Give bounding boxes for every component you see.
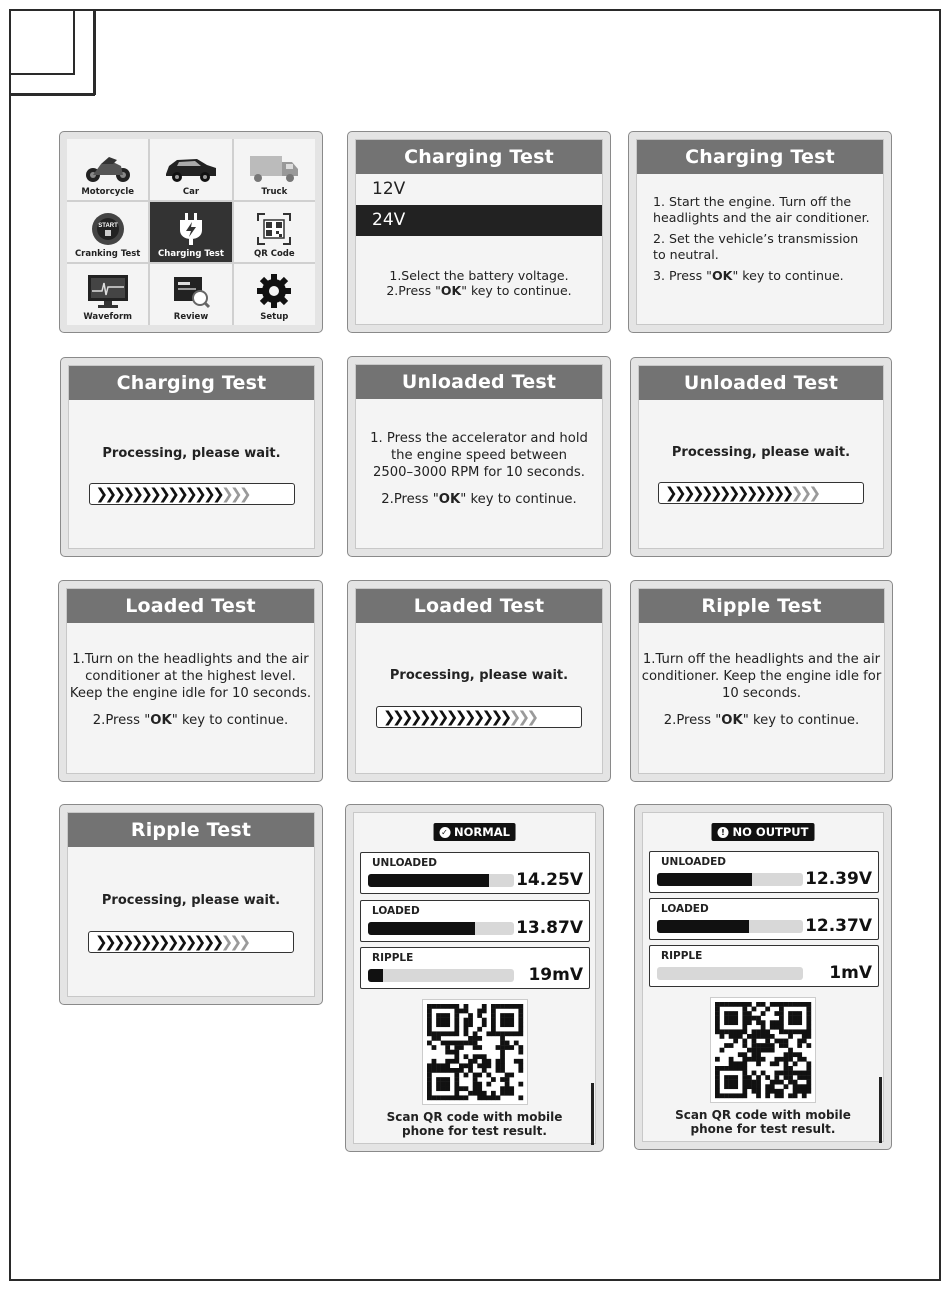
scrollbar[interactable] — [591, 1083, 594, 1145]
instruction-step: 1. Start the engine. Turn off the headlights and the air conditioner. — [653, 194, 870, 225]
menu-item-qr-code[interactable] — [234, 202, 315, 263]
processing-text: Processing, please wait. — [102, 446, 281, 461]
meter-track — [368, 874, 514, 887]
screen-title: Ripple Test — [639, 589, 884, 623]
option-12v[interactable]: 12V — [372, 179, 406, 199]
menu-item-label: Waveform — [83, 312, 133, 322]
instruction-line: conditioner at the highest level. — [85, 669, 296, 684]
screen-title: Ripple Test — [68, 813, 314, 847]
menu-item-label: Setup — [260, 312, 289, 322]
result-normal-screen — [345, 804, 604, 1152]
instruction-text — [356, 268, 602, 298]
processing-text: Processing, please wait. — [389, 668, 569, 683]
qr-code-icon — [423, 1000, 527, 1104]
instruction-line: 2.Press "OK" key to continue. — [663, 713, 860, 728]
status-text: NORMAL — [454, 825, 510, 839]
screen-title: Loaded Test — [356, 589, 602, 623]
scan-instruction — [643, 1108, 883, 1136]
menu-item-waveform[interactable] — [67, 264, 148, 325]
menu-item-label: QR Code — [253, 249, 295, 260]
instruction-line: 1. Press the accelerator and hold — [370, 431, 588, 446]
meter-fill — [368, 922, 475, 935]
charging-processing-screen — [60, 357, 323, 557]
menu-item-motorcycle[interactable] — [67, 139, 148, 200]
meter-loaded — [360, 900, 590, 942]
meter-value: 12.37V — [805, 916, 872, 936]
progress-chevrons-remaining: ❯❯❯ — [221, 485, 248, 503]
unloaded-instructions-screen — [347, 356, 611, 557]
scan-instruction — [354, 1110, 595, 1138]
menu-item-label: Truck — [261, 186, 288, 197]
meter-track — [657, 967, 803, 980]
instruction-text — [63, 651, 318, 729]
menu-item-label: Review — [173, 312, 209, 322]
screen-title: Unloaded Test — [356, 365, 602, 399]
screen-title: Charging Test — [356, 140, 602, 174]
unloaded-processing-screen — [630, 357, 892, 557]
processing-text: Processing, please wait. — [671, 445, 851, 460]
meter-track — [657, 920, 803, 933]
qr-code-image — [422, 999, 528, 1105]
meter-label: UNLOADED — [372, 857, 438, 869]
meter-label: UNLOADED — [661, 856, 727, 868]
qr-code-icon — [256, 212, 292, 246]
svg-text:START: START — [97, 223, 118, 230]
gear-icon — [256, 273, 292, 309]
meter-value: 13.87V — [516, 918, 583, 938]
ripple-processing-screen — [59, 804, 323, 1005]
menu-item-label: Charging Test — [158, 249, 224, 260]
meter-value: 19mV — [528, 965, 583, 985]
exclamation-circle-icon: ! — [718, 827, 729, 838]
progress-chevrons-remaining: ❯❯❯ — [508, 708, 536, 726]
voltage-select-screen — [347, 131, 611, 333]
meter-label: LOADED — [372, 905, 420, 917]
progress-chevrons-remaining: ❯❯❯ — [790, 484, 818, 502]
option-24v[interactable]: 24V — [356, 205, 602, 236]
plug-icon — [173, 212, 209, 246]
processing-text: Processing, please wait. — [101, 893, 281, 908]
instruction-line: Keep the engine idle for 10 seconds. — [69, 686, 312, 701]
motorcycle-icon — [83, 152, 133, 184]
corner-divider — [93, 9, 96, 95]
check-circle-icon: ✓ — [439, 827, 450, 838]
meter-ripple — [649, 945, 879, 987]
instruction-text — [356, 430, 602, 508]
loaded-instructions-screen — [58, 580, 323, 782]
menu-item-cranking-test[interactable] — [67, 202, 148, 263]
progress-bar — [376, 706, 582, 728]
screen-title: Loaded Test — [67, 589, 314, 623]
start-button-icon — [90, 212, 126, 246]
scan-line: phone for test result. — [402, 1124, 547, 1138]
screen-title: Charging Test — [637, 140, 883, 174]
menu-item-setup[interactable] — [234, 264, 315, 325]
instruction-text — [653, 194, 873, 284]
screen-title: Unloaded Test — [639, 366, 883, 400]
status-text: NO OUTPUT — [732, 825, 809, 839]
menu-item-label: Motorcycle — [81, 186, 135, 197]
progress-chevrons-filled: ❯❯❯❯❯❯❯❯❯❯❯❯❯❯ — [95, 933, 221, 951]
meter-value: 12.39V — [805, 869, 872, 889]
qr-code-image — [710, 997, 816, 1103]
meter-fill — [368, 969, 383, 982]
truck-icon — [246, 152, 302, 184]
meter-unloaded — [649, 851, 879, 893]
menu-item-label: Cranking Test — [74, 249, 141, 260]
instruction-line: 2.Press "OK" key to continue. — [92, 713, 289, 728]
instruction-line: 2.Press "OK" key to continue. — [386, 283, 572, 298]
instruction-line: 1.Turn on the headlights and the air — [72, 652, 309, 667]
instruction-line: 1.Turn off the headlights and the air — [642, 652, 881, 667]
ripple-instructions-screen — [630, 580, 893, 782]
meter-track — [368, 969, 514, 982]
scan-line: Scan QR code with mobile — [675, 1108, 851, 1122]
menu-item-truck[interactable] — [234, 139, 315, 200]
loaded-processing-screen — [347, 580, 611, 782]
screen-title: Charging Test — [69, 366, 314, 400]
progress-chevrons-remaining: ❯❯❯ — [220, 933, 248, 951]
charging-instructions-screen — [628, 131, 892, 333]
progress-chevrons-filled: ❯❯❯❯❯❯❯❯❯❯❯❯❯❯ — [665, 484, 791, 502]
meter-fill — [657, 873, 752, 886]
scan-line: Scan QR code with mobile — [386, 1110, 563, 1124]
monitor-icon — [86, 273, 130, 309]
menu-item-car[interactable] — [150, 139, 231, 200]
qr-code-icon — [711, 998, 815, 1102]
meter-label: RIPPLE — [372, 952, 414, 964]
instruction-line: conditioner. Keep the engine idle for — [641, 669, 882, 684]
main-menu-screen — [59, 131, 323, 333]
result-no-output-screen — [634, 804, 892, 1150]
scrollbar[interactable] — [879, 1077, 882, 1143]
progress-bar — [88, 931, 294, 953]
progress-chevrons-filled: ❯❯❯❯❯❯❯❯❯❯❯❯❯❯ — [383, 708, 509, 726]
meter-label: LOADED — [661, 903, 709, 915]
instruction-line: 2.Press "OK" key to continue. — [381, 492, 577, 507]
meter-track — [368, 922, 514, 935]
menu-item-label: Car — [182, 186, 200, 197]
meter-ripple — [360, 947, 590, 989]
instruction-line: 2500–3000 RPM for 10 seconds. — [373, 465, 585, 480]
meter-value: 1mV — [829, 963, 872, 983]
meter-unloaded — [360, 852, 590, 894]
status-badge — [712, 823, 815, 841]
menu-item-charging-test[interactable] — [150, 202, 231, 263]
instruction-text — [635, 651, 888, 729]
instruction-step: 3. Press "OK" key to continue. — [653, 268, 844, 283]
meter-track — [657, 873, 803, 886]
corner-divider — [9, 93, 95, 96]
corner-tab — [9, 9, 75, 75]
progress-chevrons-filled: ❯❯❯❯❯❯❯❯❯❯❯❯❯❯ — [95, 485, 222, 503]
instruction-line: 10 seconds. — [721, 686, 802, 701]
meter-label: RIPPLE — [661, 950, 703, 962]
instruction-line: the engine speed between — [390, 448, 568, 463]
meter-value: 14.25V — [516, 870, 583, 890]
menu-item-review[interactable] — [150, 264, 231, 325]
status-badge — [433, 823, 516, 841]
meter-fill — [368, 874, 489, 887]
progress-bar — [658, 482, 864, 504]
car-icon — [163, 154, 219, 184]
scan-line: phone for test result. — [690, 1122, 836, 1136]
instruction-step: 2. Set the vehicle’s transmission to neutral. — [653, 231, 859, 262]
meter-fill — [657, 920, 749, 933]
instruction-line: 1.Select the battery voltage. — [389, 268, 569, 283]
progress-bar — [89, 483, 295, 505]
review-icon — [171, 273, 211, 309]
meter-loaded — [649, 898, 879, 940]
